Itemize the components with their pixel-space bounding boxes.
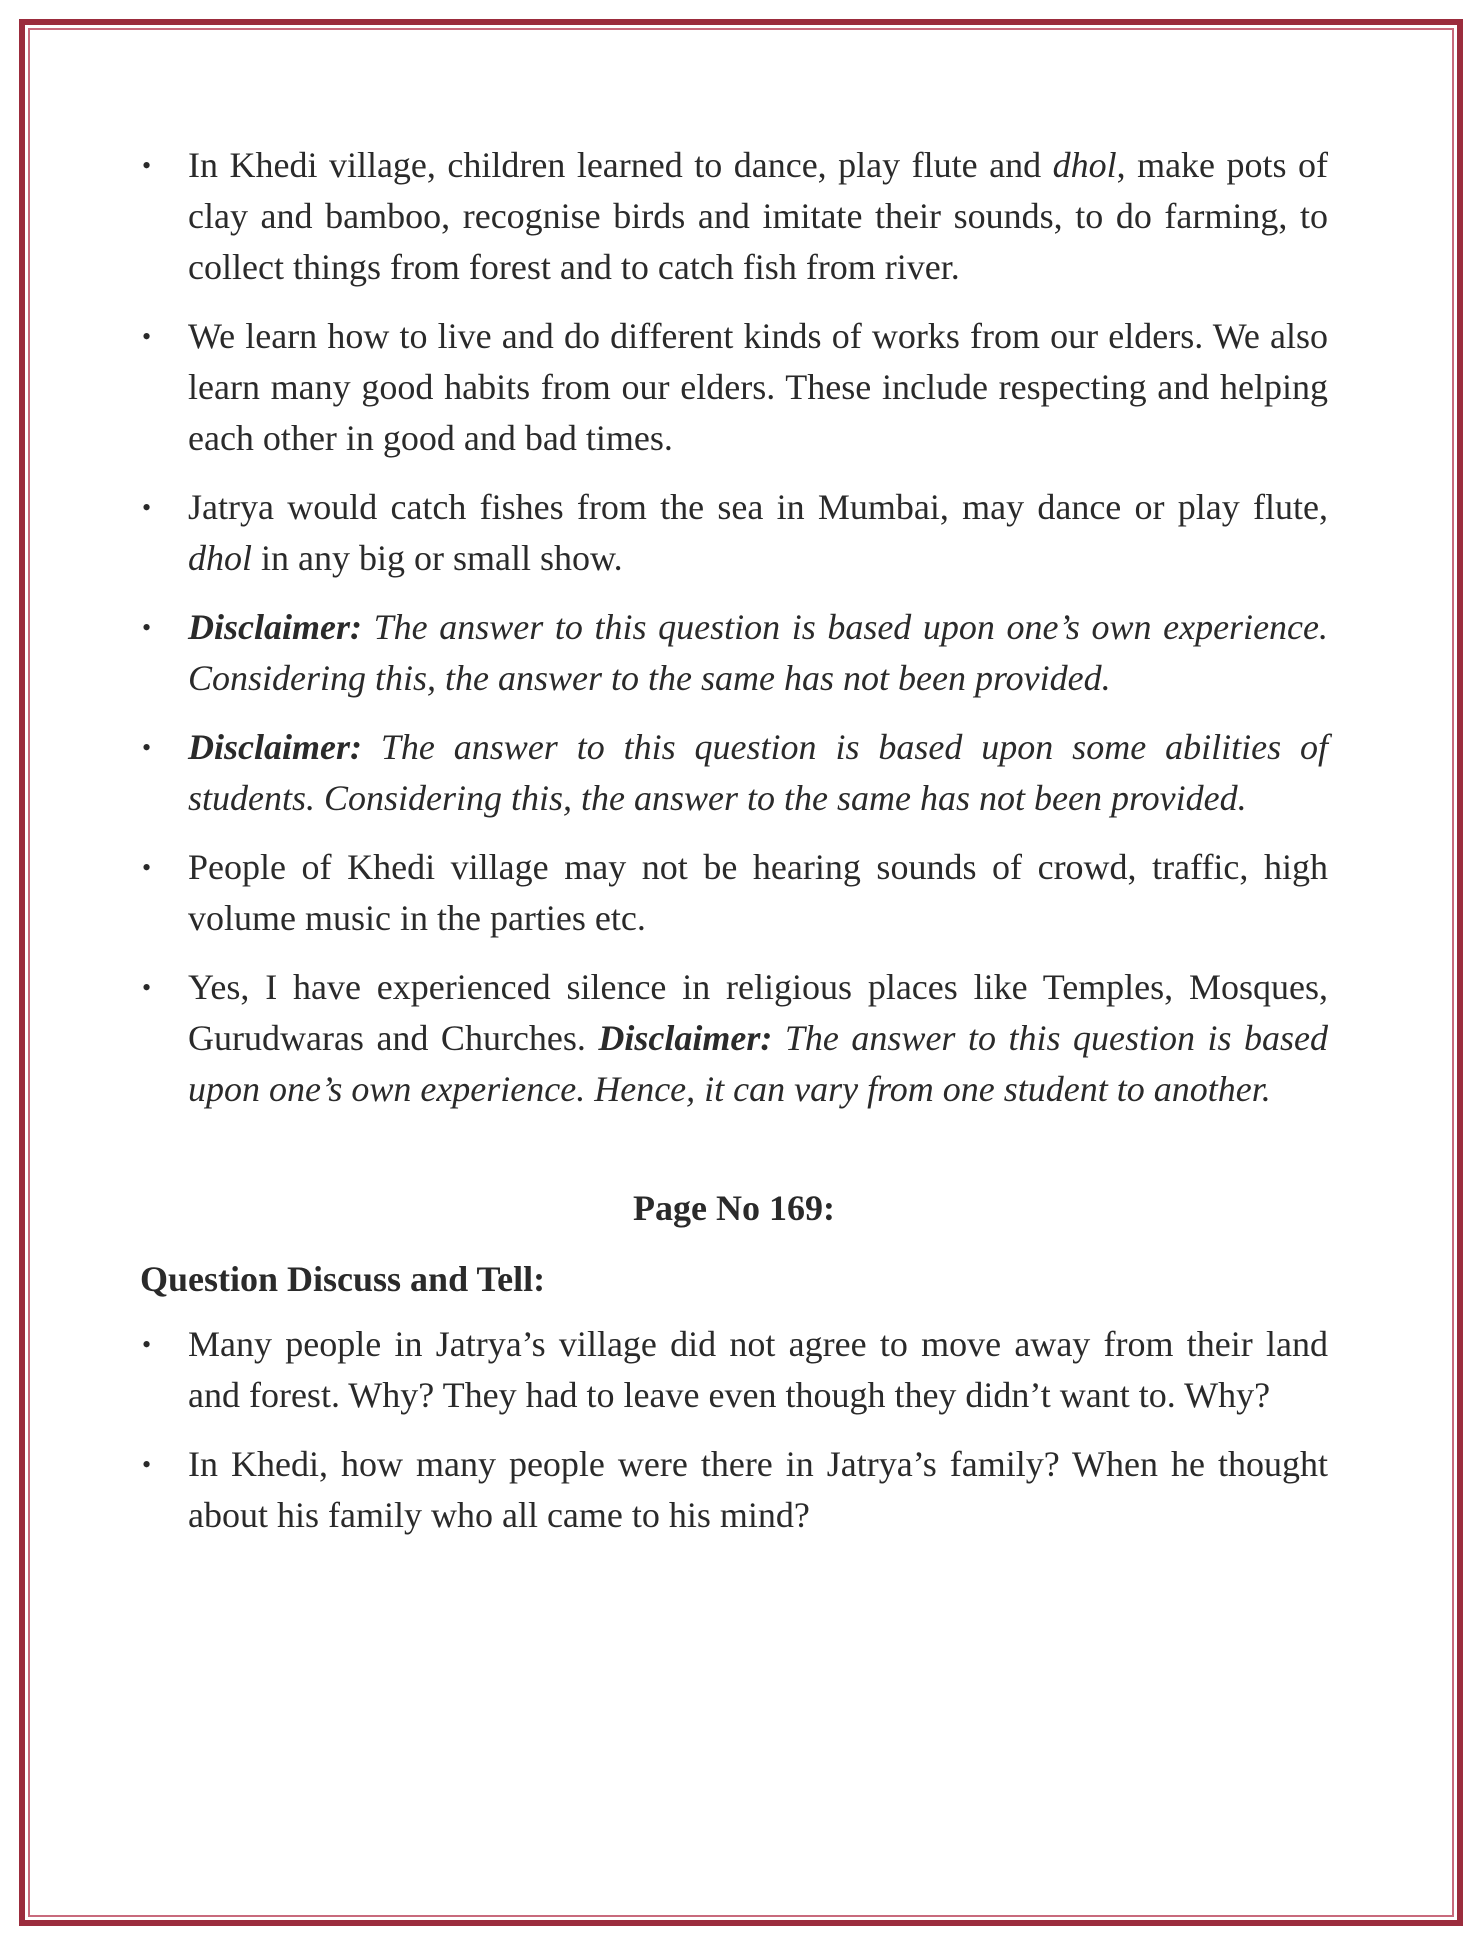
answer-text: People of Khedi village may not be hearing sounds of crowd, traffic, high volume music in the parties etc. [188,847,1328,938]
bullet-icon: • [142,1450,152,1479]
answer-text-italic: dhol [188,538,253,578]
question-item [140,1319,1328,1421]
disclaimer-item [140,722,1328,824]
answer-text: , make pots of clay and bamboo, recognise birds and imitate their sounds, to do farming, to collect things from forest and to catch fish from river. [188,145,1329,287]
bullet-icon: • [142,613,152,642]
bullet-icon: • [142,1330,152,1359]
bullet-icon: • [142,733,152,762]
answer-item [140,962,1328,1115]
page-content [140,140,1328,1559]
answer-text: We learn how to live and do different kinds of works from our elders. We also learn many good habits from our elders. These include respecting and helping each other in good and bad times. [188,316,1328,458]
disclaimer-item [140,602,1328,704]
page-number-heading: Page No 169: [633,1188,835,1228]
disclaimer-text: The answer to this question is based upon some abilities of students. Considering this, the answer to the same has not been provided. [188,727,1328,818]
bullet-icon: • [142,322,152,351]
bullet-icon: • [142,151,152,180]
disclaimer-text: The answer to this question is based upon one’s own experience. Hence, it can vary from one student to another. [188,1018,1328,1109]
disclaimer-label: Disclaimer: [188,607,362,647]
disclaimer-label: Disclaimer: [188,727,362,767]
questions-list [140,1319,1328,1541]
disclaimer-label: Disclaimer: [598,1018,773,1058]
bullet-icon: • [142,853,152,882]
answer-item [140,140,1328,293]
bullet-icon: • [142,973,152,1002]
answer-text: in any big or small show. [252,538,623,578]
answer-item [140,842,1328,944]
section-title: Question Discuss and Tell: [140,1259,546,1299]
question-item [140,1439,1328,1541]
question-text: Many people in Jatrya’s village did not agree to move away from their land and forest. Why? They had to leave even though they didn’t want to. Why? [188,1324,1328,1415]
answers-list [140,140,1328,1115]
bullet-icon: • [142,493,152,522]
answer-text: Jatrya would catch fishes from the sea in Mumbai, may dance or play flute, [188,487,1328,527]
question-text: In Khedi, how many people were there in Jatrya’s family? When he thought about his family who all came to his mind? [188,1444,1328,1535]
answer-item [140,482,1328,584]
answer-text-italic: dhol [1052,145,1117,185]
answer-text: In Khedi village, children learned to dance, play flute and [188,145,1053,185]
disclaimer-text: The answer to this question is based upon one’s own experience. Considering this, the answer to the same has not been provided. [188,607,1328,698]
answer-item [140,311,1328,464]
answer-text: Yes, I have experienced silence in religious places like Temples, Mosques, Gurudwaras and Churches. [188,967,1328,1058]
